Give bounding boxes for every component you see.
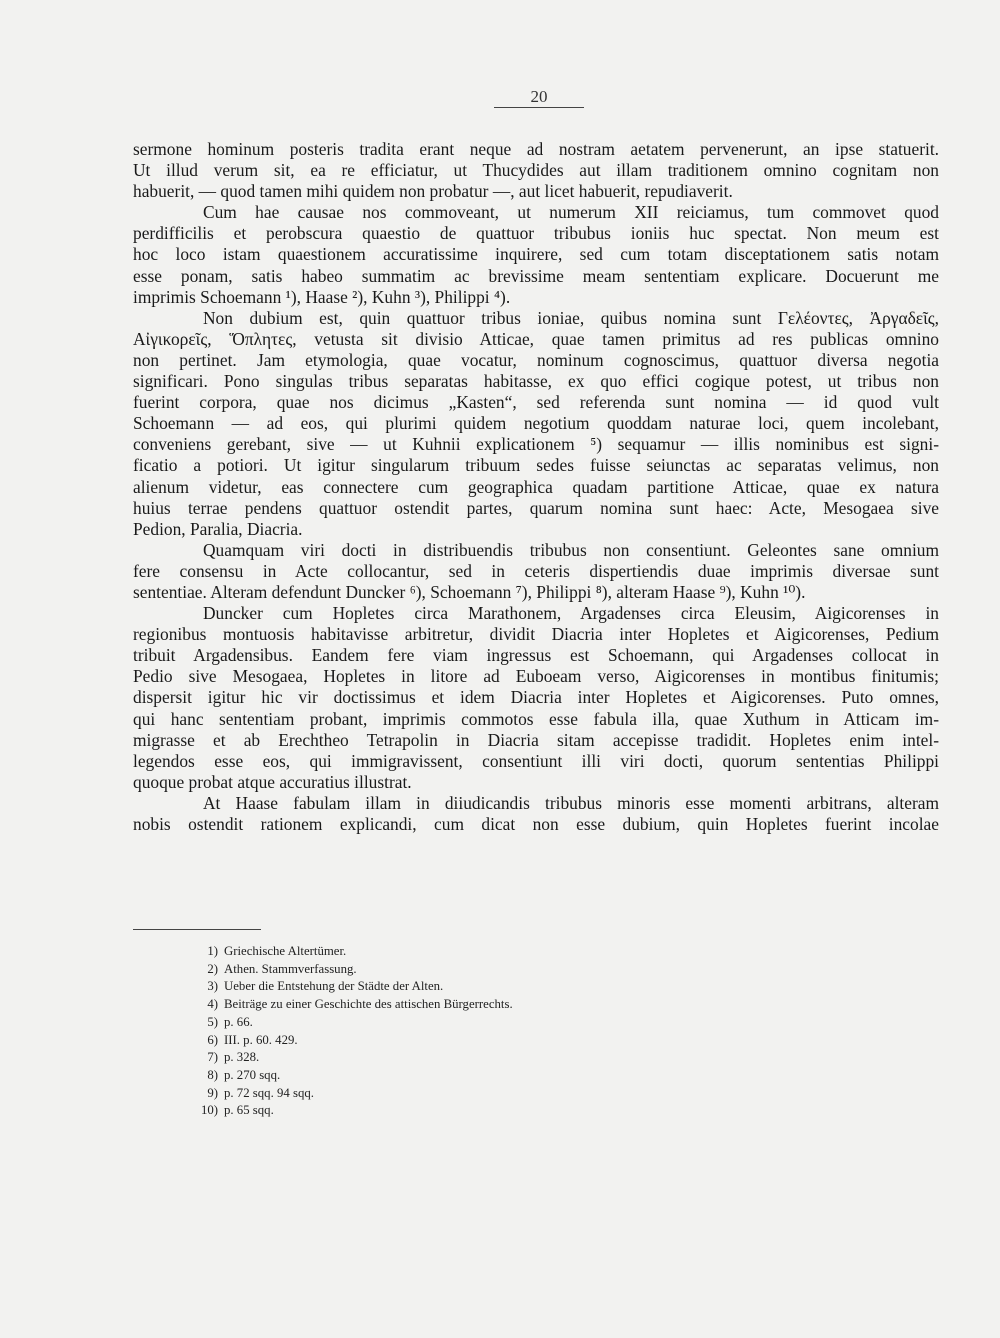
text-line: Cum hae causae nos commoveant, ut numerum XII reiciamus, tum commovet quod [203,202,939,223]
footnote-number: 10) [200,1103,218,1118]
text-line: Αἰγικορεῖς, Ὅπλητες, vetusta sit divisio Atticae, quae tamen primitus ad res publicas omnino [133,328,939,349]
text-line: habuerit, — quod tamen mihi quidem non probatur —, aut licet habuerit, repudiaverit. [133,181,733,202]
text-line: conveniens gerebant, sive — ut Kuhnii explicationem ⁵) sequamur — illis nominibus est signi- [133,434,939,455]
text-line: Pedio sive Mesogaea, Hopletes in litore ad Euboeam verso, Aigicorenses in montibus finitumis; [133,666,939,687]
footnote-number: 1) [207,944,218,958]
footnote [186,1102,513,1120]
body-text [133,139,939,835]
text-line: esse ponam, satis habeo summatim ac brevissime meam sententiam explicare. Docuerunt me [133,265,939,286]
text-line: hoc loco istam quaestionem accuratissime inquirere, sed cum totam disceptationem satis notam [133,244,939,265]
text-line: Quamquam viri docti in distribuendis tribubus non consentiunt. Geleontes sane omnium [203,539,939,560]
footnote-number: 8) [207,1067,218,1082]
footnote-number: 6) [207,1032,218,1047]
text-line: nobis ostendit rationem explicandi, cum dicat non esse dubium, quin Hopletes fuerint incolae [133,814,939,834]
footnote-number: 9) [207,1085,218,1100]
footnote-number: 5) [207,1014,218,1029]
footnote [186,1032,513,1050]
text-line: imprimis Schoemann ¹), Haase ²), Kuhn ³), Philippi ⁴). [133,286,511,307]
footnote-text: III. p. 60. 429. [224,1032,298,1047]
footnote-text: p. 72 sqq. 94 sqq. [224,1085,314,1100]
text-line: non pertinet. Jam etymologia, quae vocatur, nominum cognoscimus, quattuor diversa negotia [133,349,939,370]
footnote-number: 4) [207,997,218,1012]
footnote [186,978,513,996]
footnote-text: Athen. Stammverfassung. [224,961,357,976]
footnote-number: 2) [207,961,218,976]
footnote [186,996,513,1014]
footnotes [186,943,513,1120]
footnote [186,961,513,979]
text-line: Pedion, Paralia, Diacria. [133,518,303,539]
footnote-text: Ueber die Entstehung der Städte der Alten. [224,979,444,994]
footnote [186,943,513,961]
footnote-text: Beiträge zu einer Geschichte des attischen Bürgerrechts. [224,997,513,1012]
text-line: huius terrae pendens quattuor ostendit partes, quarum nomina sunt haec: Acte, Mesogaea sive [133,497,939,518]
footnote [186,1049,513,1067]
text-line: migrasse et ab Erechtheo Tetrapolin in Diacria sitam accepisse tradidit. Hopletes enim intel- [133,729,939,750]
text-line: tribuit Argadensibus. Eandem fere viam ingressus est Schoemann, qui Argadenses collocat in [133,645,939,666]
footnote-number: 7) [207,1050,218,1065]
text-line: alienum videtur, eas connectere cum geographica quadam partitione Atticae, quae ex natura [133,476,939,497]
footnote-text: Griechische Altertümer. [224,944,347,958]
text-line: fere consensu in Acte collocantur, sed in ceteris dispertiendis duae imprimis diversae sunt [133,560,939,581]
footnote [186,1085,513,1103]
text-line: sententiae. Alteram defendunt Duncker ⁶), Schoemann ⁷), Philippi ⁸), alteram Haase ⁹), Kuhn ¹⁰). [133,581,806,602]
footnote-text: p. 270 sqq. [224,1067,281,1082]
text-line: Non dubium est, quin quattuor tribus ioniae, quibus nomina sunt Γελέοντες, Ἀργαδεῖς, [203,307,939,328]
footnote-number: 3) [207,979,218,994]
text-line: regionibus montuosis habitavisse arbitretur, dividit Diacria inter Hopletes et Aigicorenses, Pedium [133,624,939,645]
text-line: Schoemann — ad eos, qui plurimi quidem negotium quoddam naturae loci, quem incolebant, [133,413,939,434]
text-line: At Haase fabulam illam in diiudicandis tribubus minoris esse momenti arbitrans, alteram [203,792,939,813]
footnote-text: p. 65 sqq. [224,1103,274,1118]
text-line: Ut illud verum sit, ea re efficiatur, ut Thucydides aut illam traditionem omnino cognitam non [133,160,939,181]
text-line: ficatio a potiori. Ut igitur singularum tribuum sedes fuisse seiunctas ac separatas velimus, non [133,455,939,476]
text-line: Duncker cum Hopletes circa Marathonem, Argadenses circa Eleusim, Aigicorenses in [203,603,939,624]
text-line: significari. Pono singulas tribus separatas habitasse, ex quo effici cogique potest, ut tribus non [133,371,939,392]
text-line: legendos esse eos, qui immigravissent, consentiunt illi viri docti, quorum sententias Philippi [133,750,939,771]
text-line: dispersit igitur hic vir doctissimus et idem Diacria inter Hopletes et Aigicorenses. Puto omnes, [133,687,939,708]
footnote-divider [133,929,261,930]
footnote-text: p. 328. [224,1050,260,1065]
footnote [186,1067,513,1085]
footnote [186,1014,513,1032]
text-line: qui hanc sententiam probant, imprimis commotos esse fabula illa, quae Xuthum in Atticam im- [133,708,939,729]
text-line: sermone hominum posteris tradita erant neque ad nostram aetatem pervenerunt, an ipse statuerit. [133,139,939,159]
page-number: 20 [494,88,584,108]
text-line: perdifficilis et perobscura quaestio de quattuor tribubus ioniis huc spectat. Non meum est [133,223,939,244]
text-line: fuerint corpora, quae nos dicimus „Kasten“, sed referenda sunt nomina — id quod vult [133,392,939,413]
text-line: quoque probat atque accuratius illustrat. [133,771,412,792]
footnote-text: p. 66. [224,1014,253,1029]
